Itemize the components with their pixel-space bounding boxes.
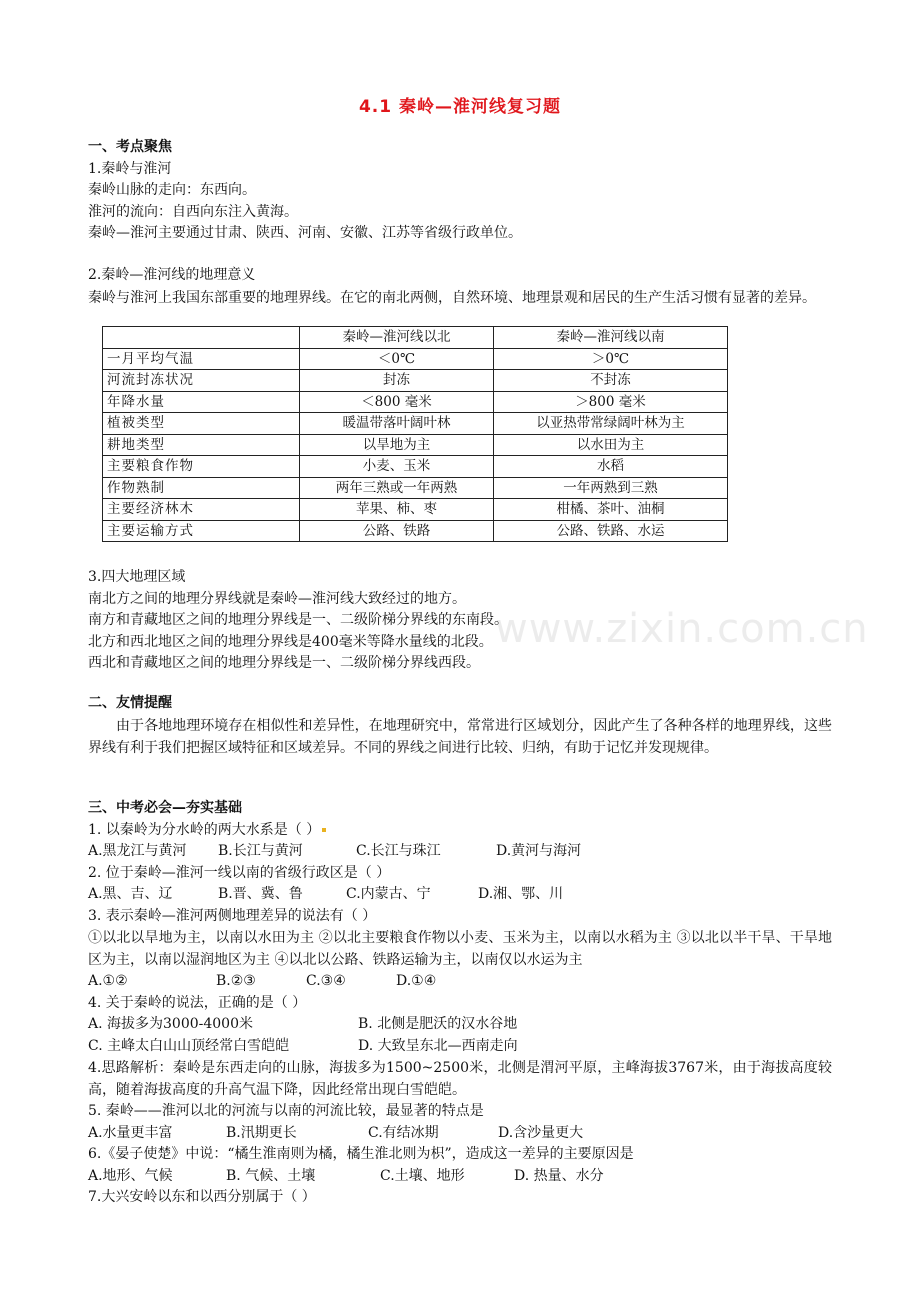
table-cell: ＞800 毫米 [493, 391, 727, 413]
option-c[interactable]: C.③④ [306, 973, 346, 989]
marker-dot [322, 828, 326, 832]
table-cell: ＞0℃ [493, 348, 727, 370]
comparison-table [102, 326, 728, 542]
option-a[interactable]: A.水量更丰富 [88, 1124, 173, 1141]
table-cell: 以亚热带常绿阔叶林为主 [493, 413, 727, 435]
table-cell: 小麦、玉米 [300, 456, 494, 478]
option-c[interactable]: C.长江与珠江 [356, 843, 441, 859]
table-cell: 河流封冻状况 [103, 370, 300, 392]
table-cell: 两年三熟或一年两熟 [300, 477, 494, 499]
table-cell: 主要粮食作物 [103, 456, 300, 478]
table-row [103, 520, 728, 542]
paragraph: 秦岭与淮河上我国东部重要的地理界线。在它的南北两侧，自然环境、地理景观和居民的生产生活习惯有显著的差异。 [88, 289, 816, 306]
table-cell: 以水田为主 [493, 434, 727, 456]
text-line: 秦岭—淮河主要通过甘肃、陕西、河南、安徽、江苏等省级行政单位。 [88, 225, 522, 241]
table-cell: 耕地类型 [103, 434, 300, 456]
option-c[interactable]: C.有结冰期 [368, 1124, 439, 1141]
table-cell: 一月平均气温 [103, 348, 300, 370]
option-b[interactable]: B.晋、冀、鲁 [218, 886, 303, 902]
section-exercises [88, 798, 832, 1209]
table-cell: 主要运输方式 [103, 520, 300, 542]
table-cell: 苹果、柿、枣 [300, 499, 494, 521]
option-d[interactable]: D.①④ [396, 973, 437, 989]
option-c[interactable]: C. 主峰太白山山顶经常白雪皑皑 [88, 1037, 290, 1054]
table-cell: 植被类型 [103, 413, 300, 435]
option-c[interactable]: C.土壤、地形 [380, 1167, 465, 1184]
table-cell: ＜0℃ [300, 348, 494, 370]
section-heading: 二、友情提醒 [88, 695, 172, 711]
table-row [103, 499, 728, 521]
table-row [103, 434, 728, 456]
question-5-options [88, 1123, 832, 1145]
question-1-options [88, 841, 832, 863]
page-title: 4.1 秦岭—淮河线复习题 [358, 97, 562, 117]
question-text: 1. 以秦岭为分水岭的两大水系是（ ） [88, 821, 321, 838]
table-cell: 一年两熟到三熟 [493, 477, 727, 499]
option-a[interactable]: A.①② [88, 973, 128, 989]
section-heading: 一、考点聚焦 [88, 139, 172, 155]
option-d[interactable]: D. 大致呈东北—西南走向 [358, 1037, 518, 1054]
question-2: 2. 位于秦岭—淮河一线以南的省级行政区是（ ） [88, 864, 391, 881]
question-5: 5. 秦岭——淮河以北的河流与以南的河流比较，最显著的特点是 [88, 1103, 484, 1119]
section-regions [88, 567, 832, 675]
option-d[interactable]: D.黄河与海河 [496, 843, 582, 859]
option-a[interactable]: A.地形、气候 [88, 1167, 173, 1184]
section-reminder [88, 693, 832, 759]
table-row [103, 348, 728, 370]
option-a[interactable]: A.黑龙江与黄河 [88, 843, 187, 859]
table-row [103, 370, 728, 392]
option-a[interactable]: A. 海拔多为3000-4000米 [88, 1016, 253, 1032]
table-header-row [103, 327, 728, 349]
option-b[interactable]: B.②③ [216, 973, 256, 989]
option-d[interactable]: D. 热量、水分 [514, 1167, 604, 1184]
text-line: 南方和青藏地区之间的地理分界线是一、二级阶梯分界线的东南段。 [88, 612, 508, 628]
table-cell: 以旱地为主 [300, 434, 494, 456]
option-d[interactable]: D.湘、鄂、川 [478, 886, 564, 902]
question-6-options [88, 1166, 832, 1188]
question-7: 7.大兴安岭以东和以西分别属于（ ） [88, 1189, 316, 1205]
option-c[interactable]: C.内蒙古、宁 [346, 886, 431, 902]
table-cell: 柑橘、茶叶、油桐 [493, 499, 727, 521]
question-6: 6.《晏子使楚》中说：“橘生淮南则为橘，橘生淮北则为枳”，造成这一差异的主要原因是 [88, 1146, 634, 1162]
table-cell: 公路、铁路 [300, 520, 494, 542]
paragraph: 由于各地地理环境存在相似性和差异性，在地理研究中，常常进行区域划分，因此产生了各种各样的地理界线，这些界线有利于我们把握区域特征和区域差异。不同的界线之间进行比较、归纳，有助于记忆并发现规律。 [88, 717, 832, 756]
table-header-cell: 秦岭—淮河线以南 [493, 327, 727, 349]
subsection-title: 3.四大地理区域 [88, 569, 186, 585]
question-3-options [88, 971, 832, 993]
text-line: 秦岭山脉的走向：东西向。 [88, 182, 256, 198]
text-line: 淮河的流向：自西向东注入黄海。 [88, 203, 298, 220]
subsection-title: 1.秦岭与淮河 [88, 160, 172, 177]
text-line: 西北和青藏地区之间的地理分界线是一、二级阶梯分界线西段。 [88, 655, 480, 671]
question-4-options-row2 [88, 1036, 832, 1058]
option-b[interactable]: B. 气候、土壤 [226, 1167, 316, 1184]
table-cell: 年降水量 [103, 391, 300, 413]
table-cell: 封冻 [300, 370, 494, 392]
question-4-analysis: 4.思路解析：秦岭是东西走向的山脉，海拔多为1500~2500米，北侧是渭河平原，主峰海拔3767米，由于海拔高度较高，随着海拔高度的升高气温下降，因此经常出现白雪皑皑。 [88, 1060, 832, 1098]
section-significance [88, 265, 832, 309]
section-heading: 三、中考必会—夯实基础 [88, 800, 242, 816]
table-cell: 暖温带落叶阔叶林 [300, 413, 494, 435]
table-cell: 不封冻 [493, 370, 727, 392]
table-cell: ＜800 毫米 [300, 391, 494, 413]
watermark: www.zixin.com.cn [495, 606, 869, 652]
question-4: 4. 关于秦岭的说法，正确的是（ ） [88, 994, 307, 1011]
table-cell: 公路、铁路、水运 [493, 520, 727, 542]
question-3-statements: ①以北以旱地为主，以南以水田为主 ②以北主要粮食作物以小麦、玉米为主，以南以水稻为主 ③以北以半干旱、干旱地区为主，以南以湿润地区为主 ④以北以公路、铁路运输为主，以南仅以水运为主 [88, 930, 832, 968]
table-row [103, 391, 728, 413]
text-line: 南北方之间的地理分界线就是秦岭—淮河线大致经过的地方。 [88, 590, 466, 607]
question-1 [88, 820, 832, 842]
section-key-points [88, 137, 832, 245]
question-3: 3. 表示秦岭—淮河两侧地理差异的说法有（ ） [88, 907, 377, 924]
option-b[interactable]: B.汛期更长 [226, 1124, 297, 1141]
table-cell: 水稻 [493, 456, 727, 478]
table-row [103, 413, 728, 435]
option-b[interactable]: B.长江与黄河 [218, 843, 303, 859]
option-b[interactable]: B. 北侧是肥沃的汉水谷地 [358, 1016, 518, 1032]
table-row [103, 456, 728, 478]
table-row [103, 477, 728, 499]
table-header-cell [103, 327, 300, 349]
table-cell: 作物熟制 [103, 477, 300, 499]
question-4-options-row1 [88, 1014, 832, 1036]
question-2-options [88, 884, 832, 906]
subsection-title: 2.秦岭—淮河线的地理意义 [88, 267, 256, 283]
option-a[interactable]: A.黑、吉、辽 [88, 886, 173, 902]
option-d[interactable]: D.含沙量更大 [498, 1124, 584, 1141]
table-header-cell: 秦岭—淮河线以北 [300, 327, 494, 349]
text-line: 北方和西北地区之间的地理分界线是400毫米等降水量线的北段。 [88, 633, 493, 650]
table-cell: 主要经济林木 [103, 499, 300, 521]
